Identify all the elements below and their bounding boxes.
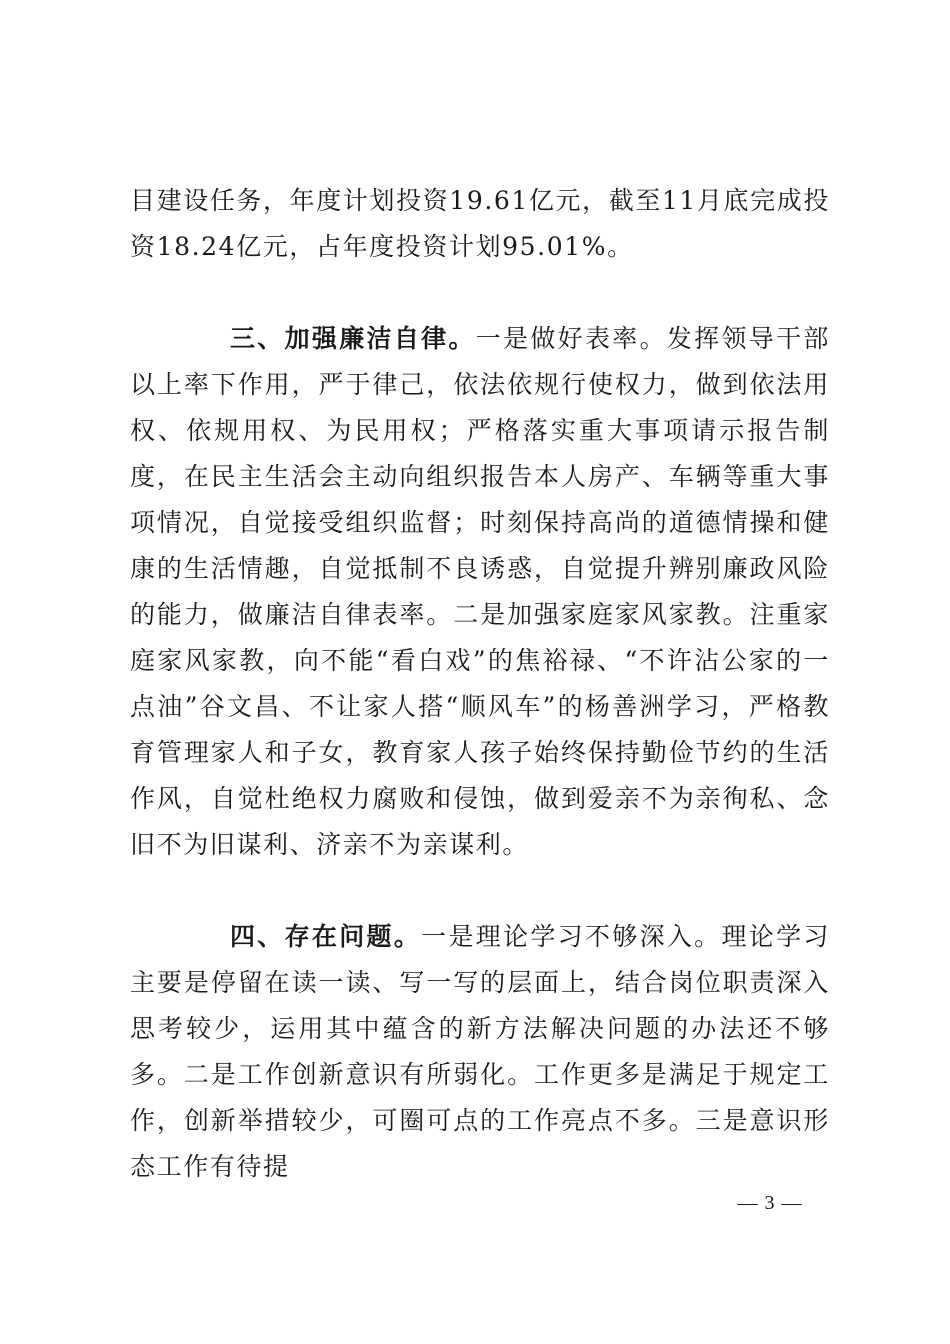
- paragraph-text: 一是理论学习不够深入。理论学习主要是停留在读一读、写一写的层面上，结合岗位职责深入思考较少，运用其中蕴含的新方法解决问题的办法还不够多。二是工作创新意识有所弱化。工作更多是满足于规定工作，创新举措较少，可圈可点的工作亮点不多。三是意识形态工作有待提: [130, 922, 830, 1181]
- paragraph-problems: [130, 914, 830, 1190]
- section-heading-problems: 四、存在问题。: [230, 922, 422, 951]
- paragraph-investment: [130, 178, 830, 270]
- section-heading-integrity: 三、加强廉洁自律。: [230, 324, 476, 353]
- page-number: — 3 —: [737, 1192, 803, 1214]
- paragraph-text: 一是做好表率。发挥领导干部以上率下作用，严于律己，依法依规行使权力，做到依法用权、依规用权、为民用权；严格落实重大事项请示报告制度，在民主生活会主动向组织报告本人房产、车辆等重大事项情况，自觉接受组织监督；时刻保持高尚的道德情操和健康的生活情趣，自觉抵制不良诱惑，自觉提升辨别廉政风险的能力，做廉洁自律表率。二是加强家庭家风家教。注重家庭家风家教，向不能“看白戏”的焦裕禄、“不许沾公家的一点油”谷文昌、不让家人搭“顺风车”的杨善洲学习，严格教育管理家人和子女，教育家人孩子始终保持勤俭节约的生活作风，自觉杜绝权力腐败和侵蚀，做到爱亲不为亲徇私、念旧不为旧谋利、济亲不为亲谋利。: [130, 324, 830, 859]
- paragraph-text: 目建设任务，年度计划投资19.61亿元，截至11月底完成投资18.24亿元，占年度投资计划95.01%。: [130, 186, 830, 261]
- paragraph-integrity: [130, 316, 830, 868]
